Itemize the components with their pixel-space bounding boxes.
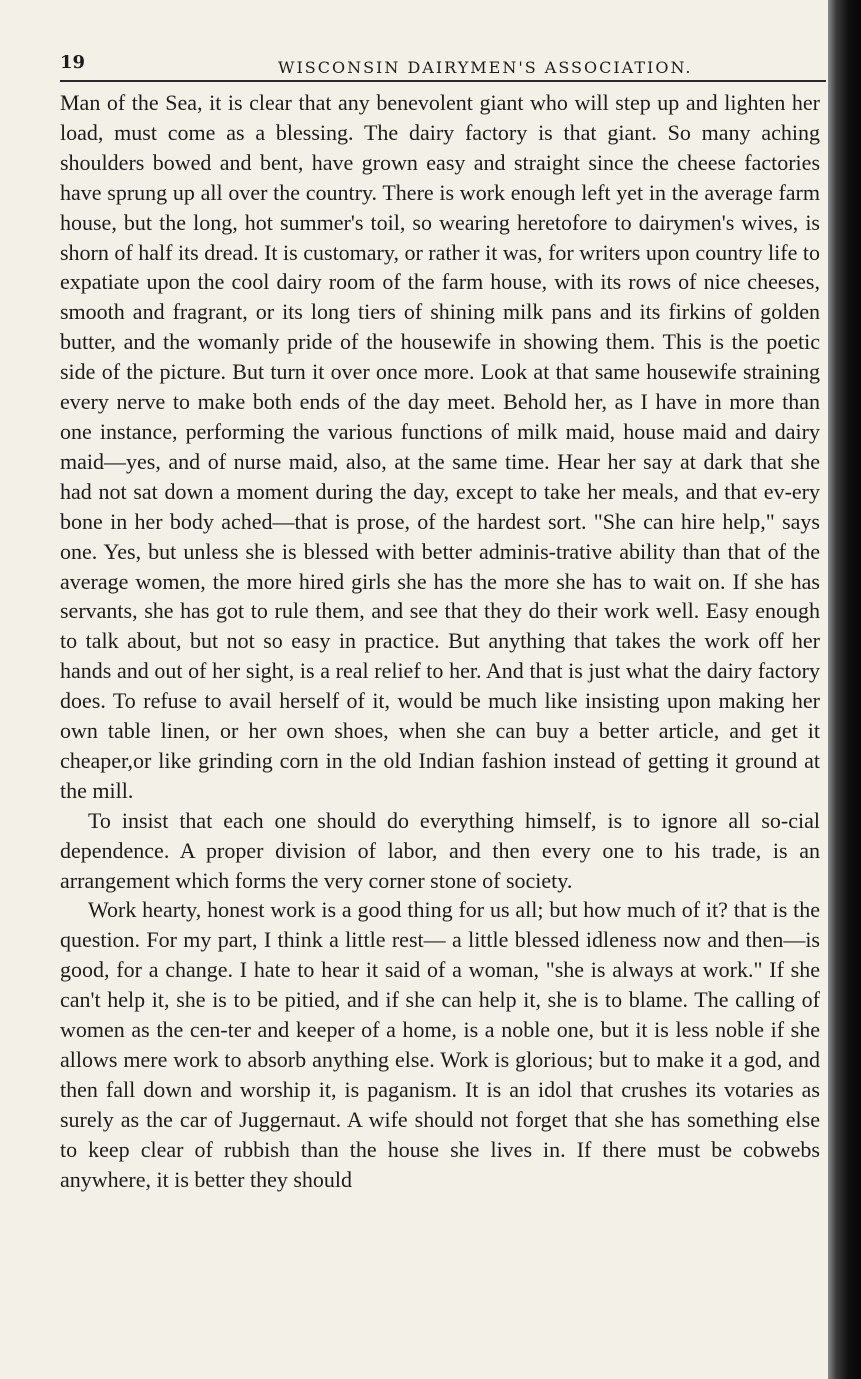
body-text [60, 88, 820, 1195]
running-head: WISCONSIN DAIRYMEN'S ASSOCIATION. [278, 58, 693, 77]
header-rule [60, 80, 826, 82]
paragraph-2: To insist that each one should do everything himself, is to ignore all so-cial dependence. A proper division of labor, and then every one to his trade, is an arrangement which forms the very corner stone of society. [60, 807, 820, 893]
book-binding-edge [828, 0, 861, 1379]
page-number: 19 [60, 52, 86, 73]
page-header [60, 52, 826, 82]
paragraph-3: Work hearty, honest work is a good thing for us all; but how much of it? that is the question. For my part, I think a little rest— a little blessed idleness now and then—is good, for a change. I hate to hear it said of a woman, "she is always at work." If she can't help it, she is to be pitied, and if she can help it, she is to blame. The calling of women as the cen-ter and keeper of a home, is a noble one, but it is less noble if she allows mere work to absorb anything else. Work is glorious; but to make it a god, and then fall down and worship it, is paganism. It is an idol that crushes its votaries as surely as the car of Juggernaut. A wife should not forget that she has something else to keep clear of rubbish than the house she lives in. If there must be cobwebs anywhere, it is better they should [60, 897, 820, 1192]
paragraph-1: Man of the Sea, it is clear that any benevolent giant who will step up and lighten her load, must come as a blessing. The dairy factory is that giant. So many aching shoulders bowed and bent, have grown easy and straight since the cheese factories have sprung up all over the country. There is work enough left yet in the average farm house, but the long, hot summer's toil, so wearing heretofore to dairymen's wives, is shorn of half its dread. It is customary, or rather it was, for writers upon country life to expatiate upon the cool dairy room of the farm house, with its rows of nice cheeses, smooth and fragrant, or its long tiers of shining milk pans and its firkins of golden butter, and the womanly pride of the housewife in showing them. This is the poetic side of the picture. But turn it over once more. Look at that same housewife straining every nerve to make both ends of the day meet. Behold her, as I have in more than one instance, performing the various functions of milk maid, house maid and dairy maid—yes, and of nurse maid, also, at the same time. Hear her say at dark that she had not sat down a moment during the day, except to take her meals, and that ev-ery bone in her body ached—that is prose, of the hardest sort. "She can hire help," says one. Yes, but unless she is blessed with better adminis-trative ability than that of the average women, the more hired girls she has the more she has to wait on. If she has servants, she has got to rule them, and see that they do their work well. Easy enough to talk about, but not so easy in practice. But anything that takes the work off her hands and out of her sight, is a real relief to her. And that is just what the dairy factory does. To refuse to avail herself of it, would be much like insisting upon making her own table linen, or her own shoes, when she can buy a better article, and get it cheaper,or like grinding corn in the old Indian fashion instead of getting it ground at the mill. [60, 90, 820, 803]
